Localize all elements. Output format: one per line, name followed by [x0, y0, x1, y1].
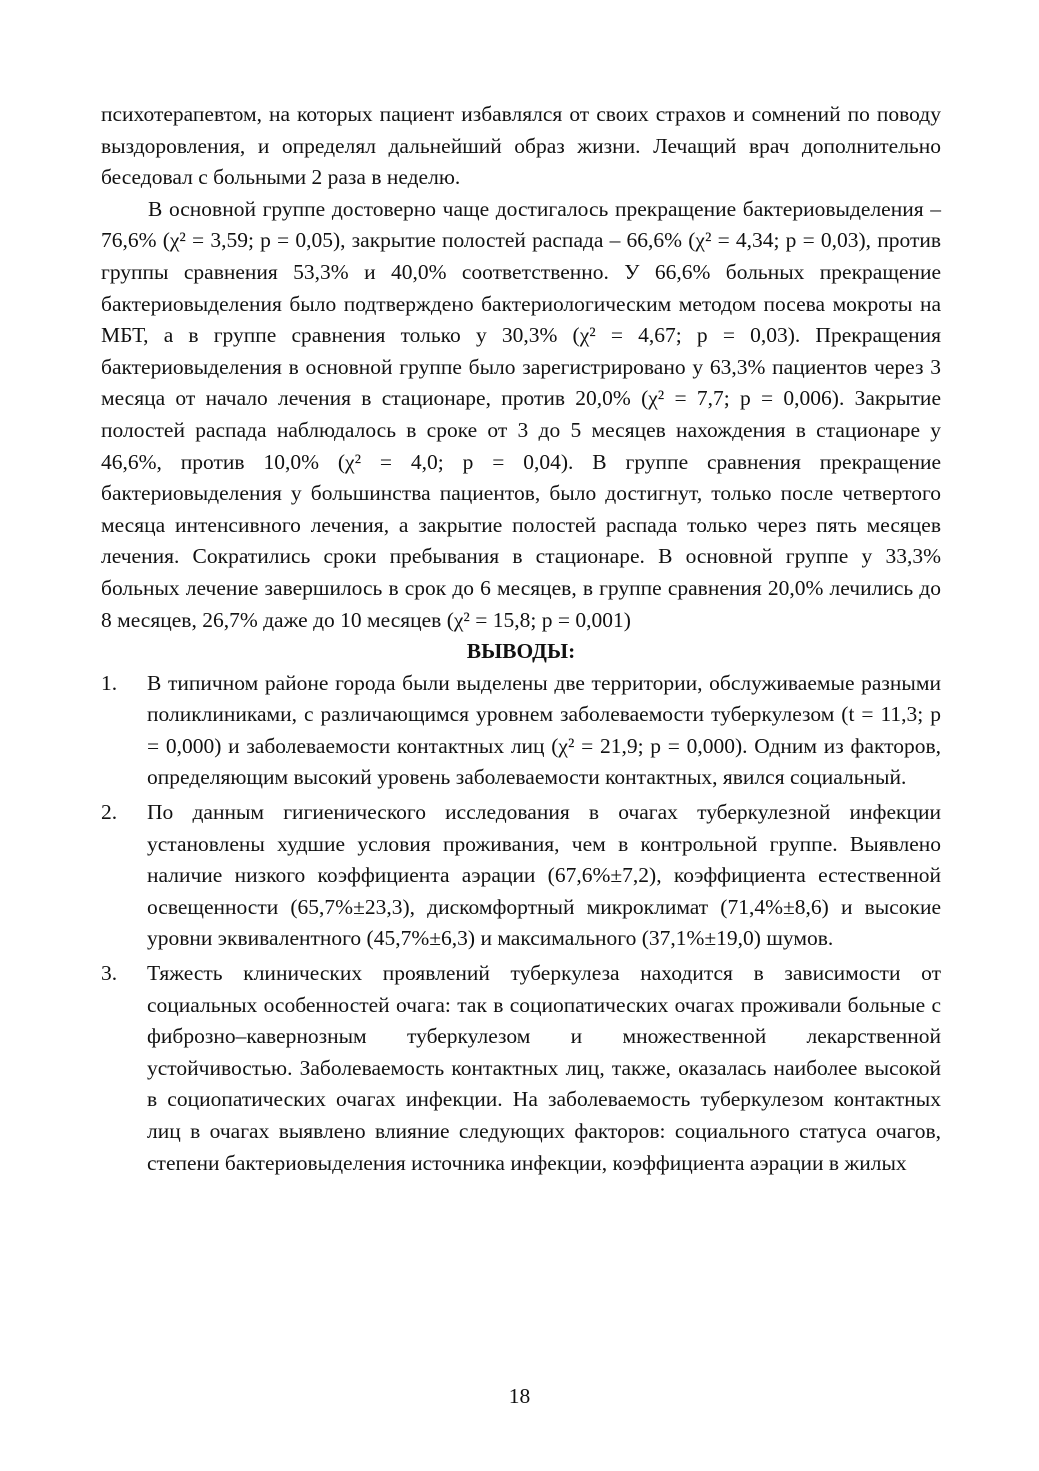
list-item: [101, 668, 941, 794]
list-item-text: Тяжесть клинических проявлений туберкулеза находится в зависимости от социальных особенностей очага: так в социопатических очагах проживали больные с фиброзно–кавернозным туберкулезом и множественной лекарственной устойчивостью. Заболеваемость контактных лиц, также, оказалась наиболее высокой в социопатических очагах инфекции. На заболеваемость туберкулезом контактных лиц в очагах выявлено влияние следующих факторов: социального статуса очагов, степени бактериовыделения источника инфекции, коэффициента аэрации в жилых: [147, 961, 941, 1175]
paragraph-results: В основной группе достоверно чаще достигалось прекращение бактериовыделения – 76,6% (χ² = 3,59; p = 0,05), закрытие полостей распада – 66,6% (χ² = 4,34; p = 0,03), против группы сравнения 53,3% и 40,0% соответственно. У 66,6% больных прекращение бактериовыделения было подтверждено бактериологическим методом посева мокроты на МБТ, а в группе сравнения только у 30,3% (χ² = 4,67; p = 0,03). Прекращения бактериовыделения в основной группе было зарегистрировано у 63,3% пациентов через 3 месяца от начало лечения в стационаре, против 20,0% (χ² = 7,7; p = 0,006). Закрытие полостей распада наблюдалось в сроке от 3 до 5 месяцев нахождения в стационаре у 46,6%, против 10,0% (χ² = 4,0; p = 0,04). В группе сравнения прекращение бактериовыделения у большинства пациентов, было достигнут, только после четвертого месяца интенсивного лечения, а закрытие полостей распада только через пять месяцев лечения. Сократились сроки пребывания в стационаре. В основной группе у 33,3% больных лечение завершилось в срок до 6 месяцев, в группе сравнения 20,0% лечились до 8 месяцев, 26,7% даже до 10 месяцев (χ² = 15,8; p = 0,001): [101, 196, 941, 632]
list-item: [101, 797, 941, 955]
conclusions-list: [101, 668, 941, 1180]
conclusions-heading: ВЫВОДЫ:: [466, 639, 576, 664]
list-item-number: 2.: [101, 800, 118, 825]
paragraph-intro: психотерапевтом, на которых пациент избавлялся от своих страхов и сомнений по поводу выздоровления, и определял дальнейший образ жизни. Лечащий врач дополнительно беседовал с больными 2 раза в неделю.: [101, 102, 941, 190]
list-item-number: 1.: [101, 670, 118, 695]
list-item-number: 3.: [101, 961, 118, 986]
list-item-text: По данным гигиенического исследования в очагах туберкулезной инфекции установлены худшие условия проживания, чем в контрольной группе. Выявлено наличие низкого коэффициента аэрации (67,6%±7,2), коэффициента естественной освещенности (65,7%±23,3), дискомфортный микроклимат (71,4%±8,6) и высокие уровни эквивалентного (45,7%±6,3) и максимального (37,1%±19,0) шумов.: [147, 800, 941, 951]
body-text: [101, 99, 941, 1182]
list-item: [101, 958, 941, 1179]
list-item-text: В типичном районе города были выделены две территории, обслуживаемые разными поликлиниками, с различающимся уровнем заболеваемости туберкулезом (t = 11,3; p = 0,000) и заболеваемости контактных лиц (χ² = 21,9; p = 0,000). Одним из факторов, определяющим высокий уровень заболеваемости контактных, явился социальный.: [147, 670, 941, 790]
page-number: 18: [508, 1384, 531, 1408]
